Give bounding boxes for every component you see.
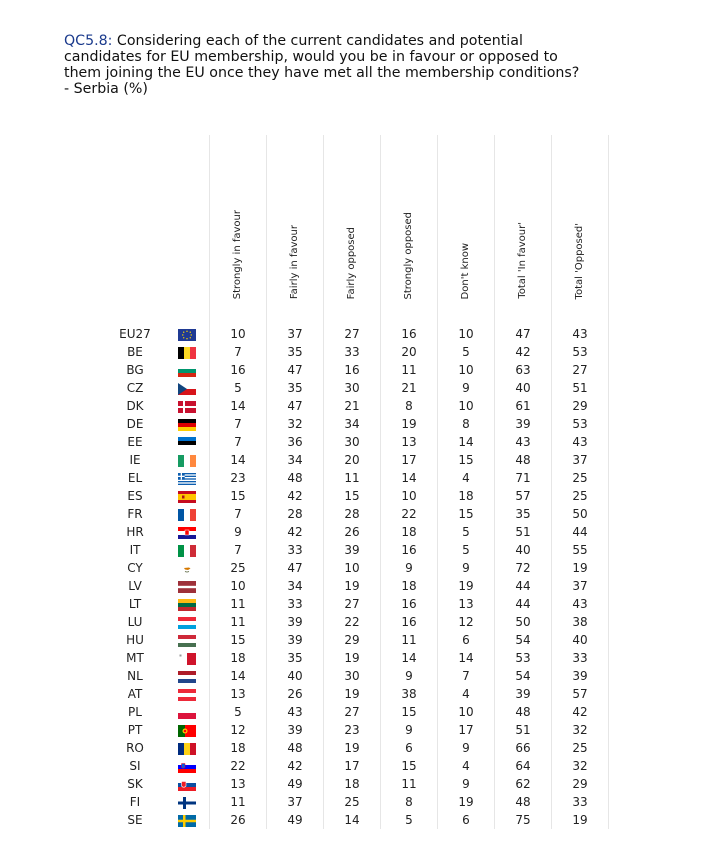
table-cell: 48 <box>495 703 552 721</box>
table-cell: 6 <box>381 739 438 757</box>
table-cell: 15 <box>438 451 495 469</box>
table-cell: 16 <box>324 361 381 379</box>
table-cell: 72 <box>495 559 552 577</box>
pl-flag-icon <box>178 707 196 719</box>
table-row <box>105 433 609 451</box>
table-cell: 25 <box>210 559 267 577</box>
table-cell: 14 <box>381 649 438 667</box>
hr-flag-icon <box>178 527 196 539</box>
table-row <box>105 487 609 505</box>
table-cell: 14 <box>210 667 267 685</box>
at-flag-icon <box>178 689 196 701</box>
question-title <box>64 33 584 97</box>
table-cell: 30 <box>324 433 381 451</box>
table-cell: 42 <box>267 523 324 541</box>
table-cell: 9 <box>381 721 438 739</box>
pt-flag-icon <box>178 725 196 737</box>
country-code: FR <box>127 507 143 521</box>
eu-flag-icon <box>178 329 196 341</box>
table-cell: 49 <box>267 775 324 793</box>
table-cell: 8 <box>381 397 438 415</box>
table-cell: 27 <box>552 361 609 379</box>
table-cell: 10 <box>438 703 495 721</box>
table-cell: 35 <box>267 649 324 667</box>
country-code: BG <box>126 363 144 377</box>
column-header: Total 'In favour' <box>495 135 552 307</box>
table-cell: 32 <box>267 415 324 433</box>
table-cell: 11 <box>210 595 267 613</box>
table-cell: 6 <box>438 811 495 829</box>
table-cell: 7 <box>210 541 267 559</box>
table-cell: 11 <box>381 631 438 649</box>
table-cell: 33 <box>267 595 324 613</box>
table-cell: 15 <box>381 703 438 721</box>
table-cell: 23 <box>210 469 267 487</box>
table-cell: 7 <box>438 667 495 685</box>
table-cell: 14 <box>381 469 438 487</box>
table-cell: 5 <box>210 379 267 397</box>
table-cell: 4 <box>438 757 495 775</box>
table-cell: 48 <box>495 451 552 469</box>
table-cell: 33 <box>324 343 381 361</box>
column-header: Fairly in favour <box>267 135 324 307</box>
table-cell: 48 <box>267 739 324 757</box>
table-cell: 11 <box>381 775 438 793</box>
table-cell: 39 <box>495 415 552 433</box>
country-code: DE <box>126 417 144 431</box>
table-cell: 11 <box>381 361 438 379</box>
table-cell: 5 <box>210 703 267 721</box>
lu-flag-icon <box>178 617 196 629</box>
table-row <box>105 685 609 703</box>
dk-flag-icon <box>178 401 196 413</box>
country-code: NL <box>127 669 143 683</box>
table-row <box>105 793 609 811</box>
column-header: Strongly opposed <box>381 135 438 307</box>
country-code: EL <box>127 471 143 485</box>
fr-flag-icon <box>178 509 196 521</box>
table-cell: 42 <box>495 343 552 361</box>
table-row <box>105 577 609 595</box>
table-cell: 14 <box>438 649 495 667</box>
table-row <box>105 703 609 721</box>
table-cell: 19 <box>438 793 495 811</box>
table-cell: 25 <box>552 739 609 757</box>
table-cell: 12 <box>438 613 495 631</box>
country-code: SE <box>127 813 143 827</box>
table-cell: 53 <box>495 649 552 667</box>
table-cell: 7 <box>210 343 267 361</box>
table-cell: 29 <box>324 631 381 649</box>
table-cell: 33 <box>552 649 609 667</box>
table-cell: 21 <box>324 397 381 415</box>
table-cell: 42 <box>552 703 609 721</box>
table-cell: 15 <box>381 757 438 775</box>
table-cell: 27 <box>324 325 381 343</box>
table-cell: 22 <box>210 757 267 775</box>
ro-flag-icon <box>178 743 196 755</box>
table-cell: 37 <box>552 451 609 469</box>
table-cell: 5 <box>438 523 495 541</box>
table-cell: 55 <box>552 541 609 559</box>
table-row <box>105 541 609 559</box>
column-header: Don't know <box>438 135 495 307</box>
table-cell: 26 <box>267 685 324 703</box>
country-code: HR <box>126 525 144 539</box>
table-cell: 18 <box>210 739 267 757</box>
table-row <box>105 469 609 487</box>
table-cell: 16 <box>381 595 438 613</box>
country-code: HU <box>126 633 144 647</box>
column-header: Total 'Opposed' <box>552 135 609 307</box>
mt-flag-icon <box>178 653 196 665</box>
table-row <box>105 721 609 739</box>
table-cell: 43 <box>552 595 609 613</box>
table-cell: 15 <box>438 505 495 523</box>
table-row <box>105 523 609 541</box>
lv-flag-icon <box>178 581 196 593</box>
table-cell: 47 <box>267 361 324 379</box>
country-code: ES <box>127 489 143 503</box>
table-cell: 16 <box>381 325 438 343</box>
table-cell: 9 <box>381 559 438 577</box>
table-row <box>105 451 609 469</box>
table-cell: 19 <box>324 739 381 757</box>
table-cell: 40 <box>495 541 552 559</box>
table-cell: 27 <box>324 595 381 613</box>
country-code: CY <box>127 561 143 575</box>
table-cell: 39 <box>552 667 609 685</box>
table-cell: 9 <box>381 667 438 685</box>
table-row <box>105 757 609 775</box>
table-row <box>105 343 609 361</box>
table-cell: 19 <box>381 415 438 433</box>
table-row <box>105 361 609 379</box>
table-row <box>105 613 609 631</box>
table-cell: 51 <box>552 379 609 397</box>
table-cell: 15 <box>324 487 381 505</box>
table-cell: 10 <box>438 397 495 415</box>
table-cell: 44 <box>495 577 552 595</box>
table-cell: 5 <box>438 343 495 361</box>
table-cell: 25 <box>552 487 609 505</box>
sk-flag-icon <box>178 779 196 791</box>
table-cell: 14 <box>438 433 495 451</box>
table-cell: 14 <box>210 451 267 469</box>
table-cell: 14 <box>324 811 381 829</box>
country-code: SK <box>127 777 143 791</box>
table-cell: 18 <box>381 523 438 541</box>
table-row <box>105 739 609 757</box>
table-cell: 62 <box>495 775 552 793</box>
table-cell: 4 <box>438 469 495 487</box>
table-row <box>105 559 609 577</box>
table-cell: 66 <box>495 739 552 757</box>
table-cell: 13 <box>210 775 267 793</box>
table-row <box>105 649 609 667</box>
table-cell: 10 <box>210 325 267 343</box>
table-cell: 50 <box>552 505 609 523</box>
es-flag-icon <box>178 491 196 503</box>
table-cell: 26 <box>210 811 267 829</box>
country-code: PL <box>128 705 142 719</box>
table-cell: 19 <box>324 649 381 667</box>
table-cell: 40 <box>267 667 324 685</box>
table-cell: 10 <box>438 361 495 379</box>
table-cell: 19 <box>324 577 381 595</box>
table-cell: 18 <box>438 487 495 505</box>
table-cell: 38 <box>552 613 609 631</box>
de-flag-icon <box>178 419 196 431</box>
table-cell: 64 <box>495 757 552 775</box>
table-cell: 44 <box>552 523 609 541</box>
header-row <box>105 135 609 307</box>
si-flag-icon <box>178 761 196 773</box>
table-cell: 75 <box>495 811 552 829</box>
table-cell: 15 <box>210 631 267 649</box>
table-cell: 43 <box>267 703 324 721</box>
table-cell: 53 <box>552 415 609 433</box>
table-cell: 19 <box>552 559 609 577</box>
table-cell: 9 <box>438 559 495 577</box>
table-cell: 18 <box>210 649 267 667</box>
table-cell: 36 <box>267 433 324 451</box>
table-cell: 47 <box>267 397 324 415</box>
country-code: RO <box>126 741 144 755</box>
table-cell: 35 <box>495 505 552 523</box>
country-code: SI <box>129 759 141 773</box>
table-cell: 6 <box>438 631 495 649</box>
table-cell: 19 <box>324 685 381 703</box>
country-code: LV <box>128 579 142 593</box>
table-cell: 30 <box>324 667 381 685</box>
nl-flag-icon <box>178 671 196 683</box>
country-code: IE <box>129 453 141 467</box>
table-cell: 9 <box>438 379 495 397</box>
table-cell: 33 <box>552 793 609 811</box>
bg-flag-icon <box>178 365 196 377</box>
table-cell: 49 <box>267 811 324 829</box>
table-cell: 19 <box>438 577 495 595</box>
table-cell: 25 <box>324 793 381 811</box>
column-header: Strongly in favour <box>210 135 267 307</box>
table-cell: 12 <box>210 721 267 739</box>
se-flag-icon <box>178 815 196 827</box>
country-code: AT <box>127 687 143 701</box>
table-cell: 21 <box>381 379 438 397</box>
table-cell: 22 <box>381 505 438 523</box>
table-cell: 7 <box>210 415 267 433</box>
table-cell: 27 <box>324 703 381 721</box>
table-cell: 35 <box>267 379 324 397</box>
table-cell: 35 <box>267 343 324 361</box>
table-cell: 63 <box>495 361 552 379</box>
table-cell: 18 <box>324 775 381 793</box>
table-cell: 10 <box>381 487 438 505</box>
table-cell: 17 <box>324 757 381 775</box>
table-cell: 51 <box>495 523 552 541</box>
country-code: DK <box>126 399 144 413</box>
table-cell: 33 <box>267 541 324 559</box>
table-cell: 34 <box>267 451 324 469</box>
country-code: MT <box>126 651 144 665</box>
table-row <box>105 505 609 523</box>
table-cell: 13 <box>438 595 495 613</box>
table-cell: 48 <box>495 793 552 811</box>
ee-flag-icon <box>178 437 196 449</box>
table-body <box>105 325 609 829</box>
table-cell: 9 <box>210 523 267 541</box>
cy-flag-icon <box>178 563 196 575</box>
country-code: CZ <box>126 381 144 395</box>
table-row <box>105 775 609 793</box>
table-cell: 10 <box>438 325 495 343</box>
table-cell: 16 <box>210 361 267 379</box>
it-flag-icon <box>178 545 196 557</box>
table-cell: 20 <box>324 451 381 469</box>
fi-flag-icon <box>178 797 196 809</box>
table-cell: 10 <box>210 577 267 595</box>
table-cell: 20 <box>381 343 438 361</box>
table-cell: 40 <box>495 379 552 397</box>
table-cell: 5 <box>381 811 438 829</box>
table-cell: 43 <box>552 325 609 343</box>
el-flag-icon <box>178 473 196 485</box>
country-code: IT <box>129 543 141 557</box>
table-cell: 13 <box>210 685 267 703</box>
table-cell: 29 <box>552 397 609 415</box>
table-cell: 47 <box>495 325 552 343</box>
table-cell: 61 <box>495 397 552 415</box>
table-cell: 26 <box>324 523 381 541</box>
table-cell: 34 <box>267 577 324 595</box>
table-row <box>105 325 609 343</box>
country-code: FI <box>129 795 141 809</box>
table-cell: 19 <box>552 811 609 829</box>
table-cell: 47 <box>267 559 324 577</box>
table-cell: 39 <box>267 631 324 649</box>
table-cell: 16 <box>381 541 438 559</box>
table-cell: 32 <box>552 757 609 775</box>
table-cell: 32 <box>552 721 609 739</box>
table-row <box>105 379 609 397</box>
table-cell: 40 <box>552 631 609 649</box>
table-cell: 71 <box>495 469 552 487</box>
table-cell: 11 <box>324 469 381 487</box>
table-cell: 37 <box>267 325 324 343</box>
table-cell: 54 <box>495 631 552 649</box>
table-cell: 18 <box>381 577 438 595</box>
table-cell: 17 <box>438 721 495 739</box>
table-cell: 39 <box>267 613 324 631</box>
table-cell: 23 <box>324 721 381 739</box>
ie-flag-icon <box>178 455 196 467</box>
table-cell: 11 <box>210 613 267 631</box>
table-cell: 28 <box>324 505 381 523</box>
table-cell: 51 <box>495 721 552 739</box>
table-cell: 28 <box>267 505 324 523</box>
table-cell: 7 <box>210 433 267 451</box>
table-cell: 42 <box>267 487 324 505</box>
table-cell: 11 <box>210 793 267 811</box>
table-row <box>105 415 609 433</box>
table-row <box>105 811 609 829</box>
table-cell: 17 <box>381 451 438 469</box>
table-cell: 30 <box>324 379 381 397</box>
table-cell: 15 <box>210 487 267 505</box>
country-code: BE <box>127 345 143 359</box>
table-cell: 39 <box>324 541 381 559</box>
cz-flag-icon <box>178 383 196 395</box>
table-cell: 34 <box>324 415 381 433</box>
table-cell: 38 <box>381 685 438 703</box>
table-cell: 50 <box>495 613 552 631</box>
table-cell: 25 <box>552 469 609 487</box>
table-cell: 37 <box>552 577 609 595</box>
table-cell: 44 <box>495 595 552 613</box>
table-cell: 42 <box>267 757 324 775</box>
table-cell: 7 <box>210 505 267 523</box>
table-cell: 43 <box>552 433 609 451</box>
table-row <box>105 667 609 685</box>
table-cell: 9 <box>438 739 495 757</box>
table-cell: 10 <box>324 559 381 577</box>
table-cell: 8 <box>438 415 495 433</box>
table-row <box>105 397 609 415</box>
table-cell: 54 <box>495 667 552 685</box>
table-cell: 48 <box>267 469 324 487</box>
country-code: EU27 <box>119 327 151 341</box>
country-code: LT <box>128 597 142 611</box>
table-cell: 39 <box>267 721 324 739</box>
be-flag-icon <box>178 347 196 359</box>
question-code: QC5.8: <box>64 33 113 49</box>
table-row <box>105 595 609 613</box>
table-cell: 9 <box>438 775 495 793</box>
table-cell: 14 <box>210 397 267 415</box>
results-table <box>105 135 609 829</box>
table-cell: 22 <box>324 613 381 631</box>
table-cell: 37 <box>267 793 324 811</box>
table-cell: 16 <box>381 613 438 631</box>
table-row <box>105 631 609 649</box>
table-cell: 5 <box>438 541 495 559</box>
country-code: PT <box>127 723 143 737</box>
table-cell: 39 <box>495 685 552 703</box>
table-cell: 13 <box>381 433 438 451</box>
table-cell: 4 <box>438 685 495 703</box>
hu-flag-icon <box>178 635 196 647</box>
column-header: Fairly opposed <box>324 135 381 307</box>
table-cell: 53 <box>552 343 609 361</box>
country-code: EE <box>127 435 143 449</box>
question-text: Considering each of the current candidates and potential candidates for EU membership, would you be in favour or opposed to them joining the EU once they have met all the membership conditions? - Serbia (%) <box>64 33 580 97</box>
table-cell: 43 <box>495 433 552 451</box>
lt-flag-icon <box>178 599 196 611</box>
table-cell: 8 <box>381 793 438 811</box>
table-cell: 57 <box>552 685 609 703</box>
country-code: LU <box>127 615 143 629</box>
table-cell: 29 <box>552 775 609 793</box>
table-cell: 57 <box>495 487 552 505</box>
